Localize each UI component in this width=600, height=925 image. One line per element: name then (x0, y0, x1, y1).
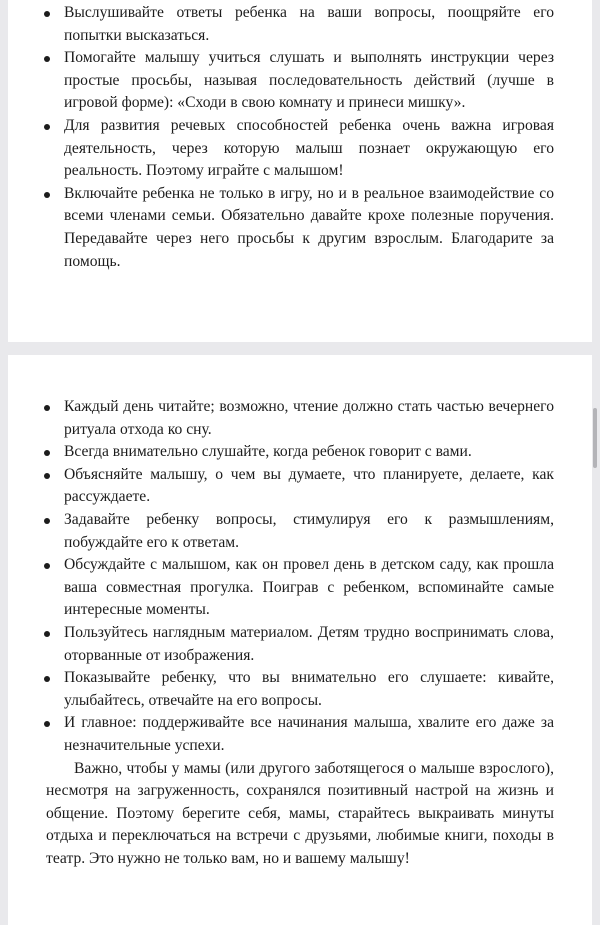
list-item: Показывайте ребенку, что вы внимательно его слушаете: кивайте, улыбайтесь, отвечайте на его вопросы. (64, 667, 554, 712)
document-page-2 (8, 355, 592, 925)
list-item: Объясняйте малышу, о чем вы думаете, что планируете, делаете, как рассуждаете. (64, 464, 554, 509)
bullet-icon (44, 56, 50, 62)
bullet-icon (44, 405, 50, 411)
scrollbar-thumb[interactable] (593, 408, 597, 468)
list-item: Обсуждайте с малышом, как он провел день в детском саду, как прошла ваша совместная прогулка. Поиграв с ребенком, вспоминайте самые интересные моменты. (64, 554, 554, 622)
bullet-icon (44, 518, 50, 524)
bullet-icon (44, 563, 50, 569)
list-item: Для развития речевых способностей ребенка очень важна игровая деятельность, через которую малыш познает окружающую его реальность. Поэтому играйте с малышом! (64, 115, 554, 183)
closing-paragraph: Важно, чтобы у мамы (или другого заботящегося о малыше взрослого), несмотря на загруженность, сохранялся позитивный настрой на жизнь и общение. Поэтому берегите себя, мамы, старайтесь выкраивать минуты отдыха и переключаться на встречи с друзьями, любимые книги, походы в театр. Это нужно не только вам, но и вашему малышу! (46, 759, 554, 867)
bullet-list-2 (64, 396, 554, 758)
bullet-icon (44, 676, 50, 682)
page-1-content (8, 2, 592, 273)
document-page-1 (8, 0, 592, 342)
bullet-icon (44, 11, 50, 17)
list-item: Помогайте малышу учиться слушать и выполнять инструкции через простые просьбы, называя последовательность действий (лучше в игровой форме): «Сходи в свою комнату и принеси мишку». (64, 47, 554, 115)
bullet-icon (44, 192, 50, 198)
page-2-content (8, 396, 592, 870)
list-item: Всегда внимательно слушайте, когда ребенок говорит с вами. (64, 441, 554, 464)
list-item: Задавайте ребенку вопросы, стимулируя его к размышлениям, побуждайте его к ответам. (64, 509, 554, 554)
bullet-icon (44, 721, 50, 727)
list-item: Каждый день читайте; возможно, чтение должно стать частью вечернего ритуала отхода ко сну. (64, 396, 554, 441)
bullet-icon (44, 473, 50, 479)
bullet-icon (44, 631, 50, 637)
list-item: Включайте ребенка не только в игру, но и в реальное взаимодействие со всеми членами семьи. Обязательно давайте крохе полезные поручения. Передавайте через него просьбы к другим взрослым. Благодарите за помощь. (64, 183, 554, 273)
list-item: И главное: поддерживайте все начинания малыша, хвалите его даже за незначительные успехи. (64, 712, 554, 757)
list-item: Выслушивайте ответы ребенка на ваши вопросы, поощряйте его попытки высказаться. (64, 2, 554, 47)
bullet-list-1 (64, 2, 554, 273)
bullet-icon (44, 450, 50, 456)
list-item: Пользуйтесь наглядным материалом. Детям трудно воспринимать слова, оторванные от изображения. (64, 622, 554, 667)
bullet-icon (44, 124, 50, 130)
